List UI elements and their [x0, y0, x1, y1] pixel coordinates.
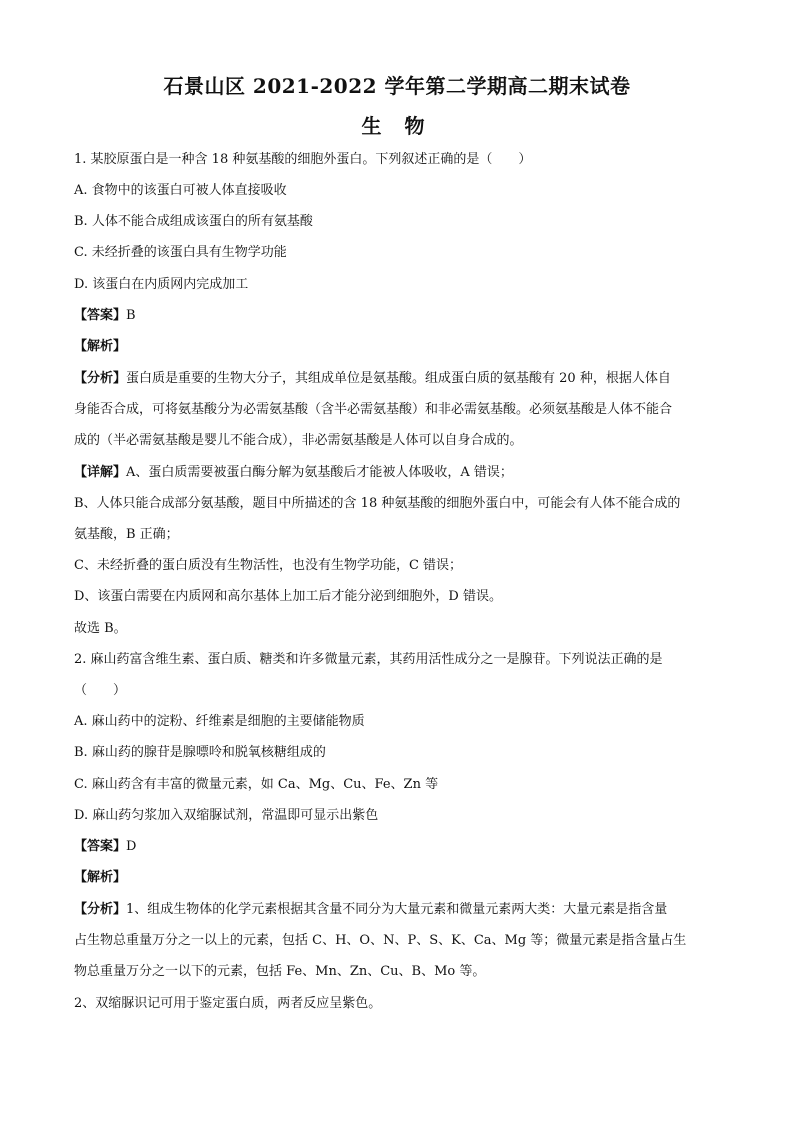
fenxi-tag: 【分析】	[74, 371, 127, 386]
question-2-fenxi-line-3: 物总重量万分之一以下的元素，包括 Fe、Mn、Zn、Cu、B、Mo 等。	[74, 964, 486, 979]
answer-tag: 【答案】	[74, 839, 127, 854]
question-1-stem: 1. 某胶原蛋白是一种含 18 种氨基酸的细胞外蛋白。下列叙述正确的是（ ）	[74, 152, 532, 167]
question-1-option-a: A. 食物中的该蛋白可被人体直接吸收	[74, 183, 287, 198]
question-1-fenxi-line-2: 身能否合成，可将氨基酸分为必需氨基酸（含半必需氨基酸）和非必需氨基酸。必须氨基酸是人体不能合	[74, 402, 673, 417]
question-1-fenxi-line-1	[74, 370, 671, 388]
question-2-stem-line-2: （ ）	[74, 683, 127, 698]
question-1-fenxi-line-3: 成的（半必需氨基酸是婴儿不能合成），非必需氨基酸是人体可以自身合成的。	[74, 433, 523, 448]
answer-value: D	[126, 839, 137, 854]
question-1-analysis-heading: 【解析】	[74, 339, 127, 354]
question-1-xiangjie-b-line-2: 氨基酸，B 正确；	[74, 527, 179, 542]
xiangjie-text: A、蛋白质需要被蛋白酶分解为氨基酸后才能被人体吸收，A 错误；	[126, 465, 513, 480]
question-1-answer	[74, 307, 136, 325]
answer-tag: 【答案】	[74, 308, 127, 323]
fenxi-text: 蛋白质是重要的生物大分子，其组成单位是氨基酸。组成蛋白质的氨基酸有 20 种，根据人体自	[126, 371, 671, 386]
fenxi-tag: 【分析】	[74, 902, 127, 917]
question-2-option-a: A. 麻山药中的淀粉、纤维素是细胞的主要储能物质	[74, 714, 365, 729]
question-2-stem-line-1: 2. 麻山药富含维生素、蛋白质、糖类和许多微量元素，其药用活性成分之一是腺苷。下列说法正确的是	[74, 652, 663, 667]
question-1-xiangjie-c: C、未经折叠的蛋白质没有生物活性，也没有生物学功能，C 错误；	[74, 558, 463, 573]
question-1-option-d: D. 该蛋白在内质网内完成加工	[74, 277, 249, 292]
question-2-answer	[74, 838, 136, 856]
question-2-fenxi-line-4: 2、双缩脲识记可用于鉴定蛋白质，两者反应呈紫色。	[74, 996, 382, 1011]
question-2-option-b: B. 麻山药的腺苷是腺嘌呤和脱氧核糖组成的	[74, 745, 326, 760]
question-1-option-c: C. 未经折叠的该蛋白具有生物学功能	[74, 245, 287, 260]
question-1-xiangjie-d: D、该蛋白需要在内质网和高尔基体上加工后才能分泌到细胞外，D 错误。	[74, 589, 502, 604]
question-2-analysis-heading: 【解析】	[74, 870, 127, 885]
question-2-option-d: D. 麻山药匀浆加入双缩脲试剂，常温即可显示出紫色	[74, 808, 379, 823]
question-1-conclusion: 故选 B。	[74, 621, 127, 636]
question-2-option-c: C. 麻山药含有丰富的微量元素，如 Ca、Mg、Cu、Fe、Zn 等	[74, 777, 439, 792]
xiangjie-tag: 【详解】	[74, 465, 127, 480]
subject-title: 生 物	[361, 114, 433, 138]
question-2-fenxi-line-2: 占生物总重量万分之一以上的元素，包括 C、H、O、N、P、S、K、Ca、Mg 等；微量元素是指含量占生	[74, 933, 687, 948]
fenxi-text: 1、组成生物体的化学元素根据其含量不同分为大量元素和微量元素两大类：大量元素是指含量	[126, 902, 668, 917]
page-title: 石景山区 2021-2022 学年第二学期高二期末试卷	[163, 74, 631, 98]
answer-value: B	[126, 308, 136, 323]
question-2-fenxi-line-1	[74, 901, 667, 919]
question-1-option-b: B. 人体不能合成组成该蛋白的所有氨基酸	[74, 214, 313, 229]
question-1-xiangjie-b-line-1: B、人体只能合成部分氨基酸，题目中所描述的含 18 种氨基酸的细胞外蛋白中，可能会有人体不能合成的	[74, 496, 681, 511]
question-1-xiangjie-a	[74, 464, 513, 482]
